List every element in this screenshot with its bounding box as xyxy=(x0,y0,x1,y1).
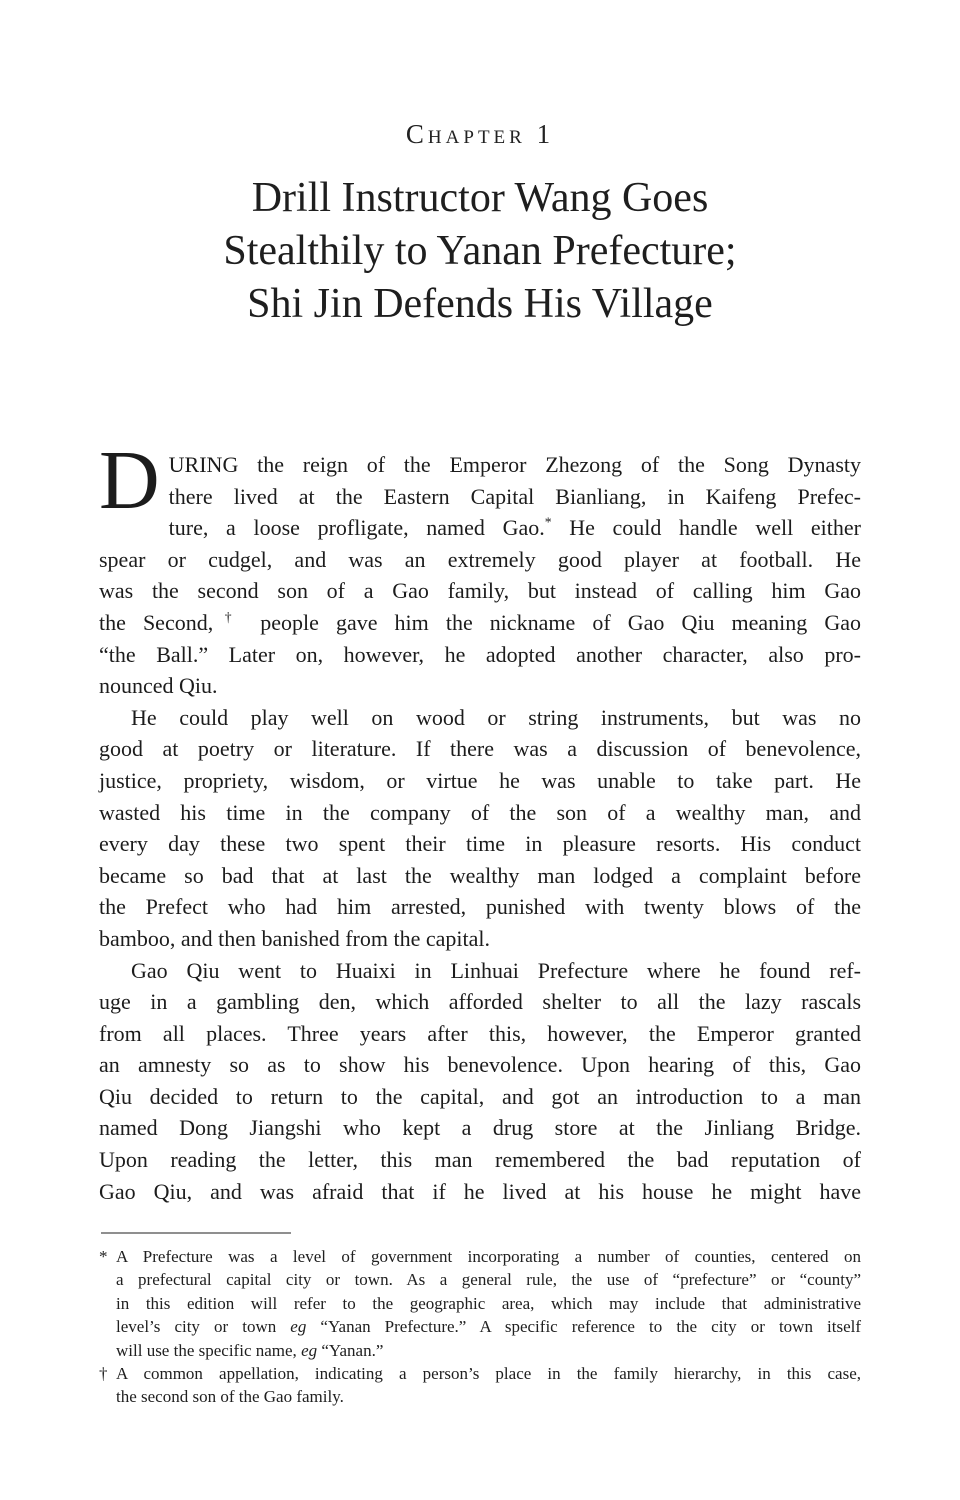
text-line: spear or cudgel, and was an extremely good player at football. He xyxy=(99,546,861,572)
chapter-title xyxy=(99,172,861,331)
footnote-line: a prefectural capital city or town. As a general rule, the use of “prefecture” or “county” xyxy=(116,1270,861,1290)
text-line: Gao Qiu went to Huaixi in Linhuai Prefecture where he found ref- xyxy=(131,957,861,983)
text-line: URING the reign of the Emperor Zhezong of the Song Dynasty xyxy=(168,452,861,477)
text-line: was the second son of a Gao family, but instead of calling him Gao xyxy=(99,578,861,604)
chapter-heading: Chapter 1 xyxy=(405,119,555,149)
footnote xyxy=(99,1362,861,1409)
text-line: good at poetry or literature. If there was a discussion of benevolence, xyxy=(99,736,861,762)
text-line: He could play well on wood or string instruments, but was no xyxy=(131,704,861,730)
text-line: the Second,† people gave him the nickname of Gao Qiu meaning Gao xyxy=(99,609,861,635)
text-line: ture, a loose profligate, named Gao.* He could handle well either xyxy=(168,514,861,541)
text-line: the Prefect who had him arrested, punished with twenty blows of the xyxy=(99,894,861,920)
text-line: “the Ball.” Later on, however, he adopted another character, also pro- xyxy=(99,641,861,667)
body-paragraphs xyxy=(99,434,861,1207)
footnote-line: will use the specific name, eg “Yanan.” xyxy=(116,1340,384,1360)
text-line: named Dong Jiangshi who kept a drug store at the Jinliang Bridge. xyxy=(99,1115,861,1141)
text-line: bamboo, and then banished from the capital. xyxy=(99,925,490,951)
text-line: Qiu decided to return to the capital, and got an introduction to a man xyxy=(99,1083,861,1109)
footnote-line: in this edition will refer to the geographic area, which may include that administrative xyxy=(116,1293,861,1313)
chapter-title-line-3: Shi Jin Defends His Village xyxy=(247,281,713,327)
text-line: nounced Qiu. xyxy=(99,673,218,699)
chapter-title-line-1: Drill Instructor Wang Goes xyxy=(251,175,709,221)
text-line: Upon reading the letter, this man remembered the bad reputation of xyxy=(99,1147,861,1173)
footnote-marker: * xyxy=(99,1247,108,1266)
text-line: there lived at the Eastern Capital Bianliang, in Kaifeng Prefec- xyxy=(168,483,861,509)
footnote-line: A Prefecture was a level of government incorporating a number of counties, centered on xyxy=(116,1247,861,1266)
footnote-line: the second son of the Gao family. xyxy=(116,1387,344,1407)
footnote-marker: † xyxy=(99,1364,108,1384)
footnote-line: level’s city or town eg “Yanan Prefecture.” A specific reference to the city or town itself xyxy=(116,1317,861,1337)
footnote-section xyxy=(99,1232,861,1409)
footnote xyxy=(99,1245,861,1362)
text-line: from all places. Three years after this, however, the Emperor granted xyxy=(99,1020,861,1046)
paragraph xyxy=(99,434,861,702)
footnote-line: A common appellation, indicating a person’s place in the family hierarchy, in this case, xyxy=(116,1364,861,1384)
text-line: Gao Qiu, and was afraid that if he lived at his house he might have xyxy=(99,1178,861,1204)
paragraph xyxy=(99,702,861,955)
chapter-title-line-2: Stealthily to Yanan Prefecture; xyxy=(223,228,737,274)
paragraph xyxy=(99,955,861,1208)
text-line: an amnesty so as to show his benevolence. Upon hearing of this, Gao xyxy=(99,1052,861,1078)
text-line: wasted his time in the company of the son of a wealthy man, and xyxy=(99,799,861,825)
footnote-list xyxy=(99,1245,861,1409)
text-line: every day these two spent their time in pleasure resorts. His conduct xyxy=(99,831,861,857)
text-line: became so bad that at last the wealthy man lodged a complaint before xyxy=(99,862,861,888)
footnote-separator-rule xyxy=(101,1232,291,1234)
text-line: justice, propriety, wisdom, or virtue he was unable to take part. He xyxy=(99,767,861,793)
drop-cap: D xyxy=(99,434,160,527)
text-line: uge in a gambling den, which afforded shelter to all the lazy rascals xyxy=(99,989,861,1015)
